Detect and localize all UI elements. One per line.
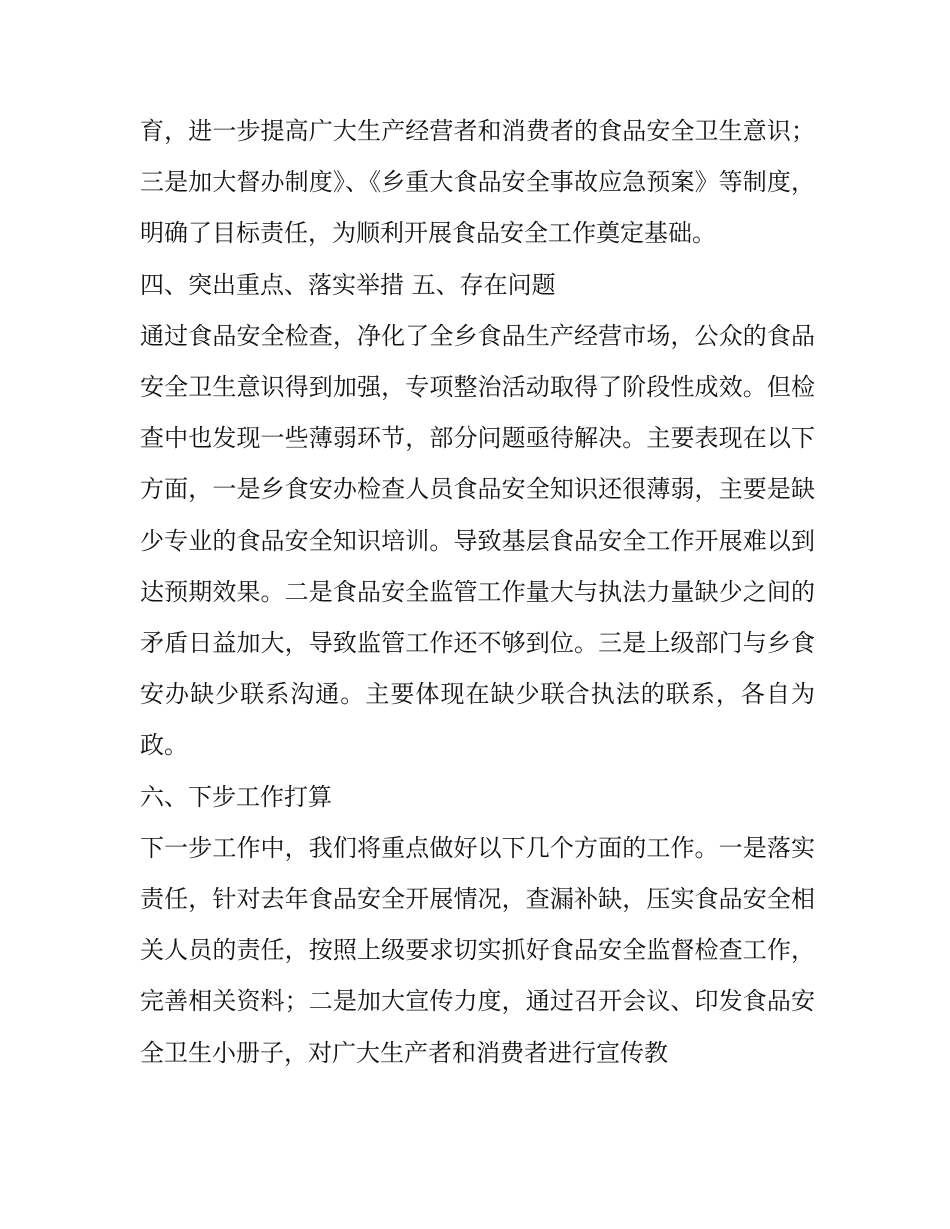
document-body — [140, 106, 815, 1079]
paragraph-next-steps: 下一步工作中，我们将重点做好以下几个方面的工作。一是落实责任，针对去年食品安全开展情况，查漏补缺，压实食品安全相关人员的责任，按照上级要求切实抓好食品安全监督检查工作，完善相关资料；二是加大宣传力度，通过召开会议、印发食品安全卫生小册子，对广大生产者和消费者进行宣传教 — [140, 833, 815, 1067]
section-heading-4-5: 四、突出重点、落实举措 五、存在问题 — [140, 270, 556, 299]
paragraph-continuation: 育，进一步提高广大生产经营者和消费者的食品安全卫生意识；三是加大督办制度》、《乡重大食品安全事故应急预案》等制度，明确了目标责任，为顺利开展食品安全工作奠定基础。 — [140, 117, 815, 248]
section-heading-6: 六、下步工作打算 — [140, 782, 332, 811]
paragraph-problems: 通过食品安全检查，净化了全乡食品生产经营市场，公众的食品安全卫生意识得到加强，专项整治活动取得了阶段性成效。但检查中也发现一些薄弱环节，部分问题亟待解决。主要表现在以下方面，一是乡食安办检查人员食品安全知识还很薄弱，主要是缺少专业的食品安全知识培训。导致基层食品安全工作开展难以到达预期效果。二是食品安全监管工作量大与执法力量缺少之间的矛盾日益加大，导致监管工作还不够到位。三是上级部门与乡食安办缺少联系沟通。主要体现在缺少联合执法的联系，各自为政。 — [140, 321, 815, 760]
